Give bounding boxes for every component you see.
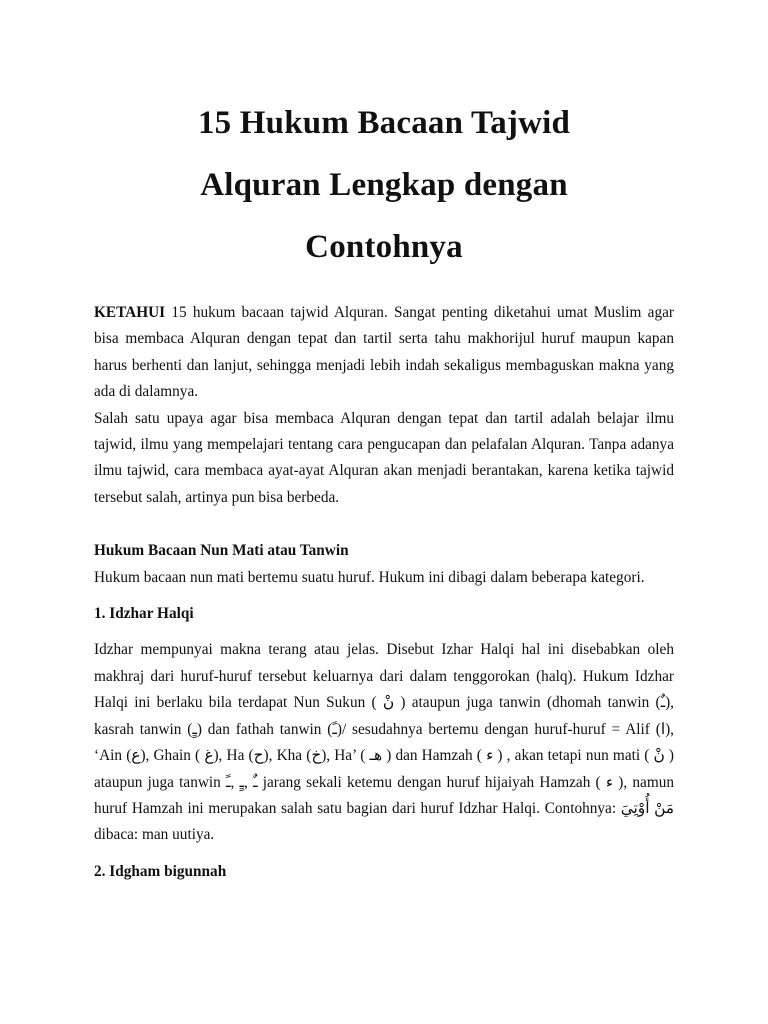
section-description: Hukum bacaan nun mati bertemu suatu huruf. Hukum ini dibagi dalam beberapa kategori. <box>94 568 645 586</box>
intro-lead: KETAHUI <box>94 304 166 321</box>
intro-paragraph-1 <box>94 300 674 406</box>
title-line-1: 15 Hukum Bacaan Tajwid <box>197 105 571 141</box>
title-line-3: Contohnya <box>305 229 463 265</box>
section-heading: Hukum Bacaan Nun Mati atau Tanwin <box>94 542 349 560</box>
intro-text-1: 15 hukum bacaan tajwid Alquran. Sangat penting diketahui umat Muslim agar bisa membaca Alquran dengan tepat dan tartil serta tahu makhorijul huruf maupun kapan harus berhenti dan lanjut, sehingga menjadi lebih indah sekaligus membaguskan makna yang ada di dalamnya. <box>94 304 674 401</box>
idgham-heading: 2. Idgham bigunnah <box>94 862 227 880</box>
page-title <box>94 0 674 278</box>
title-line-2: Alquran Lengkap dengan <box>200 167 568 203</box>
idzhar-body: Idzhar mempunyai makna terang atau jelas. Disebut Izhar Halqi hal ini disebabkan oleh makhraj dari huruf-huruf tersebut keluarnya dari dalam tenggorokan (halq). Hukum Idzhar Halqi ini berlaku bila terdapat Nun Sukun ( نْ ) ataupun juga tanwin (dhomah tanwin (ـٌ), kasrah tanwin (ـٍ) dan fathah tanwin (ـً)/ sesudahnya bertemu dengan huruf-huruf = Alif (ا), ‘Ain (ع), Ghain ( غ), Ha (ح), Kha (خ), Ha’ ( هـ ) dan Hamzah ( ء ) , akan tetapi nun mati ( نْ ) ataupun juga tanwin ـٌ ,ـٍ ,ـً jarang sekali ketemu dengan huruf hijaiyah Hamzah ( ء ), namun huruf Hamzah ini merupakan salah satu bagian dari huruf Idzhar Halqi. Contohnya: مَنْ أُوْتِيَ dibaca: man uutiya. <box>94 641 675 844</box>
intro-paragraph-2: Salah satu upaya agar bisa membaca Alquran dengan tepat dan tartil adalah belajar ilmu tajwid, ilmu yang mempelajari tentang cara pengucapan dan pelafalan Alquran. Tanpa adanya ilmu tajwid, cara membaca ayat-ayat Alquran akan menjadi berantakan, karena ketika tajwid tersebut salah, artinya pun bisa berbeda. <box>94 409 674 506</box>
idzhar-heading: 1. Idzhar Halqi <box>94 605 194 623</box>
